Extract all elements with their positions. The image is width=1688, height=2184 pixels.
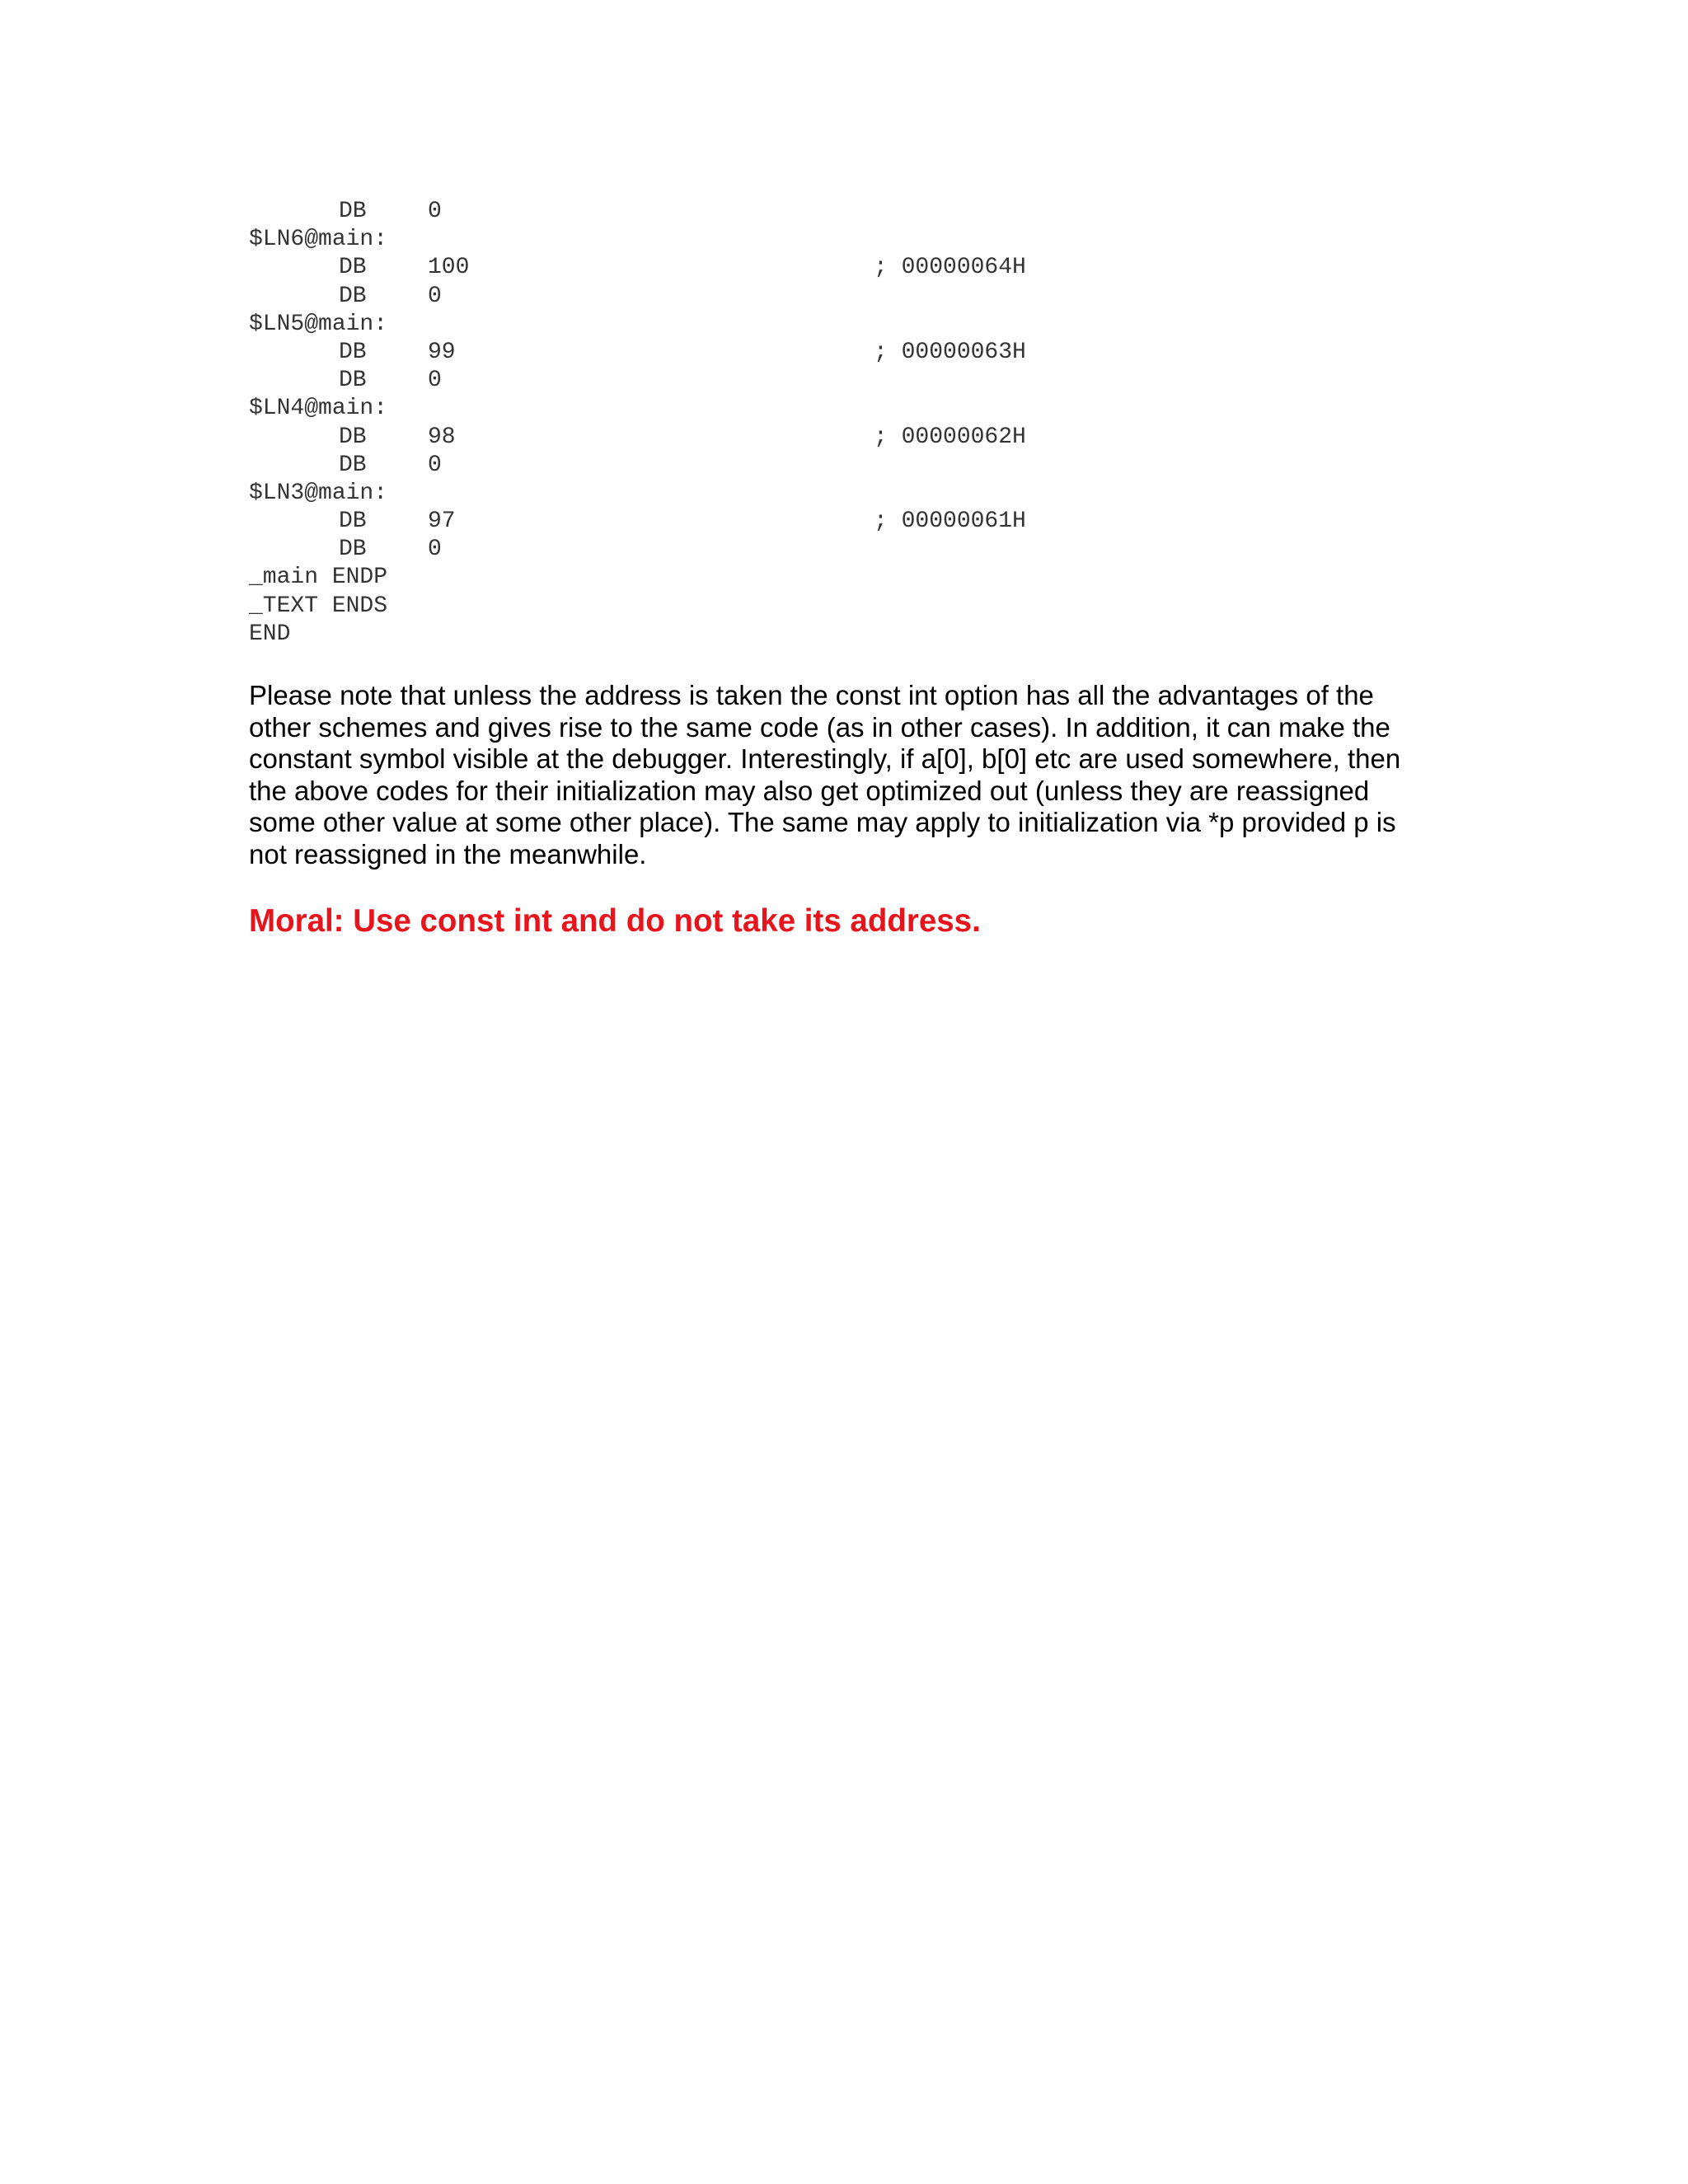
code-line (249, 311, 1485, 339)
code-operand: 0 (428, 368, 442, 394)
code-opcode: DB (339, 339, 367, 365)
code-operand: 0 (428, 199, 442, 224)
code-line (249, 198, 1485, 226)
code-comment: ; 00000063H (874, 339, 1026, 365)
code-operand: 0 (428, 537, 442, 563)
code-label: _TEXT ENDS (249, 593, 388, 619)
code-line (249, 564, 1485, 592)
code-line (249, 452, 1485, 480)
code-operand: 100 (428, 255, 470, 281)
moral-heading: Moral: Use const int and do not take its address. (249, 903, 981, 939)
code-line (249, 593, 1485, 621)
code-line (249, 508, 1485, 536)
code-operand: 0 (428, 283, 442, 309)
code-opcode: DB (339, 255, 367, 281)
code-line (249, 621, 1485, 649)
code-opcode: DB (339, 537, 367, 563)
code-opcode: DB (339, 283, 367, 309)
code-line (249, 254, 1485, 282)
code-label: _main ENDP (249, 565, 388, 591)
code-line (249, 395, 1485, 423)
code-operand: 98 (428, 424, 456, 450)
code-operand: 97 (428, 509, 456, 535)
code-line (249, 424, 1485, 452)
code-line (249, 367, 1485, 395)
code-line (249, 226, 1485, 254)
code-label: $LN5@main: (249, 311, 388, 337)
code-opcode: DB (339, 368, 367, 394)
code-comment: ; 00000064H (874, 255, 1026, 281)
code-opcode: DB (339, 424, 367, 450)
assembly-listing (249, 198, 1485, 649)
code-label: END (249, 621, 291, 647)
code-operand: 0 (428, 452, 442, 478)
code-comment: ; 00000062H (874, 424, 1026, 450)
code-opcode: DB (339, 509, 367, 535)
code-label: $LN3@main: (249, 480, 388, 506)
code-line (249, 480, 1485, 508)
code-opcode: DB (339, 452, 367, 478)
code-line (249, 339, 1485, 367)
code-comment: ; 00000061H (874, 509, 1026, 535)
code-operand: 99 (428, 339, 456, 365)
code-opcode: DB (339, 199, 367, 224)
code-line (249, 536, 1485, 564)
code-label: $LN6@main: (249, 227, 388, 253)
code-label: $LN4@main: (249, 396, 388, 422)
code-line (249, 283, 1485, 311)
body-paragraph: Please note that unless the address is taken the const int option has all the advantages of the other schemes and gives rise to the same code (as in other cases). In addition, it can make the constant symbol visible at the debugger. Interestingly, if a[0], b[0] etc are used somewhere, then the above codes for their initialization may also get optimized out (unless they are reassigned some other value at some other place). The same may apply to initialization via *p provided p is not reassigned in the meanwhile. (249, 680, 1401, 869)
